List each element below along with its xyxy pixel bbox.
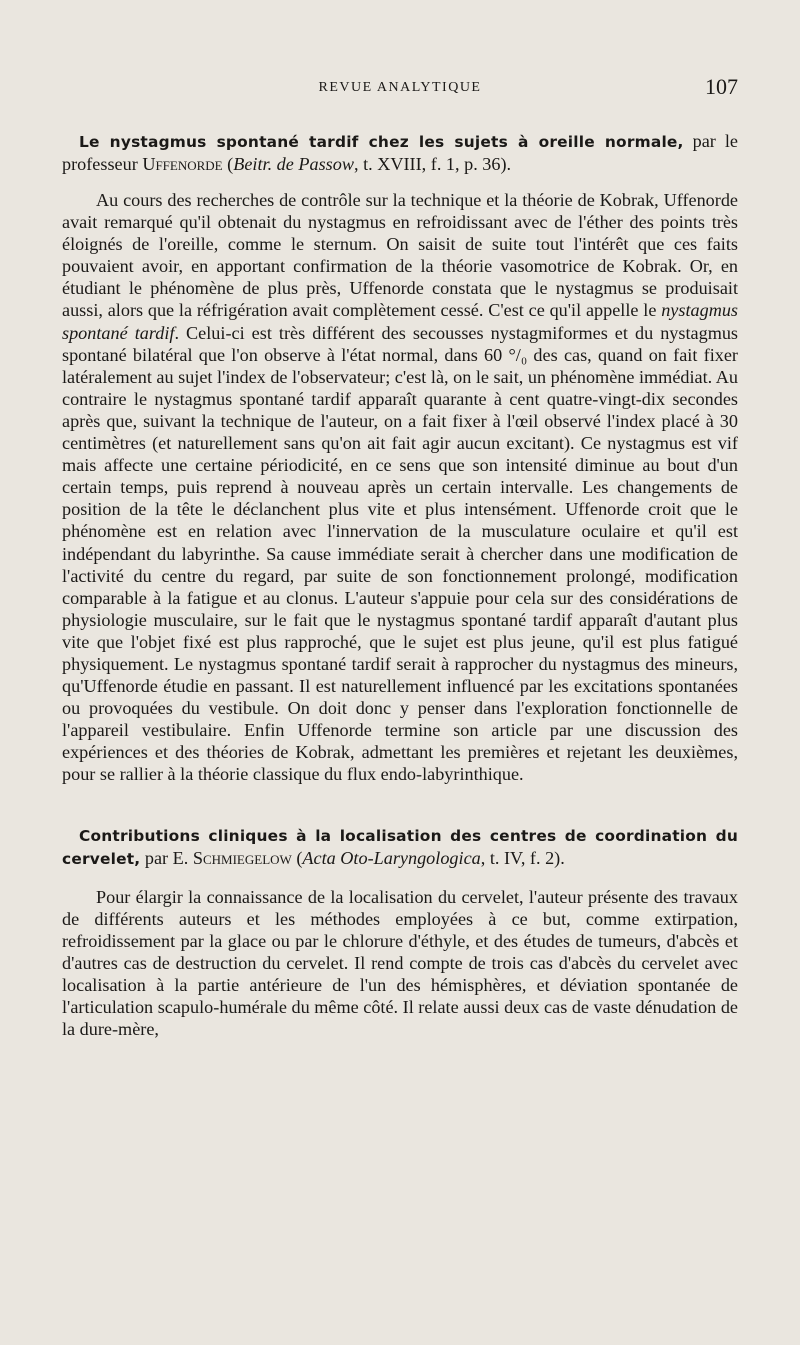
- body-paragraph: [62, 886, 738, 1041]
- author-name: Uffenorde: [142, 154, 223, 174]
- body-paragraph: [62, 189, 738, 786]
- citation: , t. XVIII, f. 1, p. 36).: [353, 154, 512, 174]
- journal-page: [62, 70, 738, 1040]
- article-uffenorde: [62, 130, 738, 786]
- journal-name: Acta Oto-Laryngologica: [302, 847, 481, 868]
- article-heading: [62, 130, 738, 175]
- article-title: Contributions cliniques à la localisation des centres de coordination du cervelet,: [62, 826, 738, 868]
- article-title: Le nystagmus spontané tardif chez les sujets à oreille normale,: [79, 133, 684, 151]
- page-number: 107: [705, 74, 738, 99]
- byline-separator: (: [291, 847, 303, 868]
- article-heading: [62, 824, 738, 870]
- byline-prefix: par E.: [140, 847, 193, 868]
- journal-name: Beitr. de Passow: [233, 154, 354, 174]
- byline-separator: (: [222, 154, 234, 174]
- paragraph-text: . Celui-ci est très différent des secousses nystagmiformes et du nystagmus spontané bilatéral que l'on observe à l'état normal, dans 60 °/₀ des cas, quand on fait fixer latéralement au sujet l'index de l'observateur; c'est là, on le sait, un phénomène immédiat. Au contraire le nystagmus spontané tardif apparaît quarante à cent quatre-vingt-dix secondes après que, suivant la technique de l'auteur, on a fait fixer à l'œil observé l'index placé à 30 centimètres (et naturellement sans qu'on ait fait agir aucun excitant). Ce nystagmus est vif mais affecte une certaine périodicité, en ce sens que son intensité diminue au bout d'un certain temps, puis reprend à nouveau après un certain intervalle. Les changements de position de la tête le déclanchent plus vite et plus intensément. Uffenorde croit que le phénomène est en relation avec l'innervation de la musculature oculaire et qu'il est indépendant du labyrinthe. Sa cause immédiate serait à chercher dans une modification de l'activité du centre du regard, par suite de son fonctionnement prolongé, modification comparable à la fatigue et au clonus. L'auteur s'appuie pour cela sur des considérations de physiologie musculaire, sur le fait que le nystagmus spontané tardif apparaît d'autant plus vite que l'objet fixé est plus rapproché, que le sujet est plus jeune, qu'il est plus fatigué physiquement. Le nystagmus spontané tardif serait à rapprocher du nystagmus des mineurs, qu'Uffenorde étudie en passant. Il est naturellement influencé par les excitations spontanées ou provoquées du vestibule. On doit donc y penser dans l'exploration fonctionnelle de l'appareil vestibulaire. Enfin Uffenorde termine son article par une discussion des expériences et des théories de Kobrak, admettant les premières et rejetant les deuxièmes, pour se rallier à la théorie classique du flux endo-labyrinthique.: [62, 322, 739, 785]
- running-title: REVUE ANALYTIQUE: [318, 80, 482, 95]
- author-name: Schmiegelow: [192, 847, 292, 868]
- paragraph-emphasis: nystagmus spontané tardif: [62, 300, 738, 343]
- paragraph-text: Pour élargir la connaissance de la localisation du cervelet, l'auteur présente des travaux de différents auteurs et les méthodes employées à ce but, comme extirpation, refroidissement par la glace ou par le chlorure d'éthyle, et des études de tumeurs, d'abcès et d'autres cas de destruction du cervelet. Il rend compte de trois cas d'abcès du cervelet avec localisation à la partie antérieure de l'un des hémisphères, et déviation spontanée de l'articulation scapulo-humérale du même côté. Il relate aussi deux cas de vaste dénudation de la dure-mère,: [62, 886, 738, 1040]
- running-head: [62, 70, 738, 106]
- citation: , t. IV, f. 2).: [480, 847, 565, 868]
- byline-prefix: par le professeur: [62, 131, 738, 174]
- article-schmiegelow: [62, 824, 738, 1041]
- paragraph-text: Au cours des recherches de contrôle sur la technique et la théorie de Kobrak, Uffenorde avait remarqué qu'il obtenait du nystagmus en refroidissant avec de l'éther des points très éloignés de l'oreille, comme le sternum. On saisit de suite tout l'intérêt que ces faits pouvaient avoir, en apportant confirmation de la théorie vasomotrice de Kobrak. Or, en étudiant le phénomène de plus près, Uffenorde constata que le nystagmus se produisait aussi, alors que la réfrigération avait complètement cessé. C'est ce qu'il appelle le: [62, 190, 738, 321]
